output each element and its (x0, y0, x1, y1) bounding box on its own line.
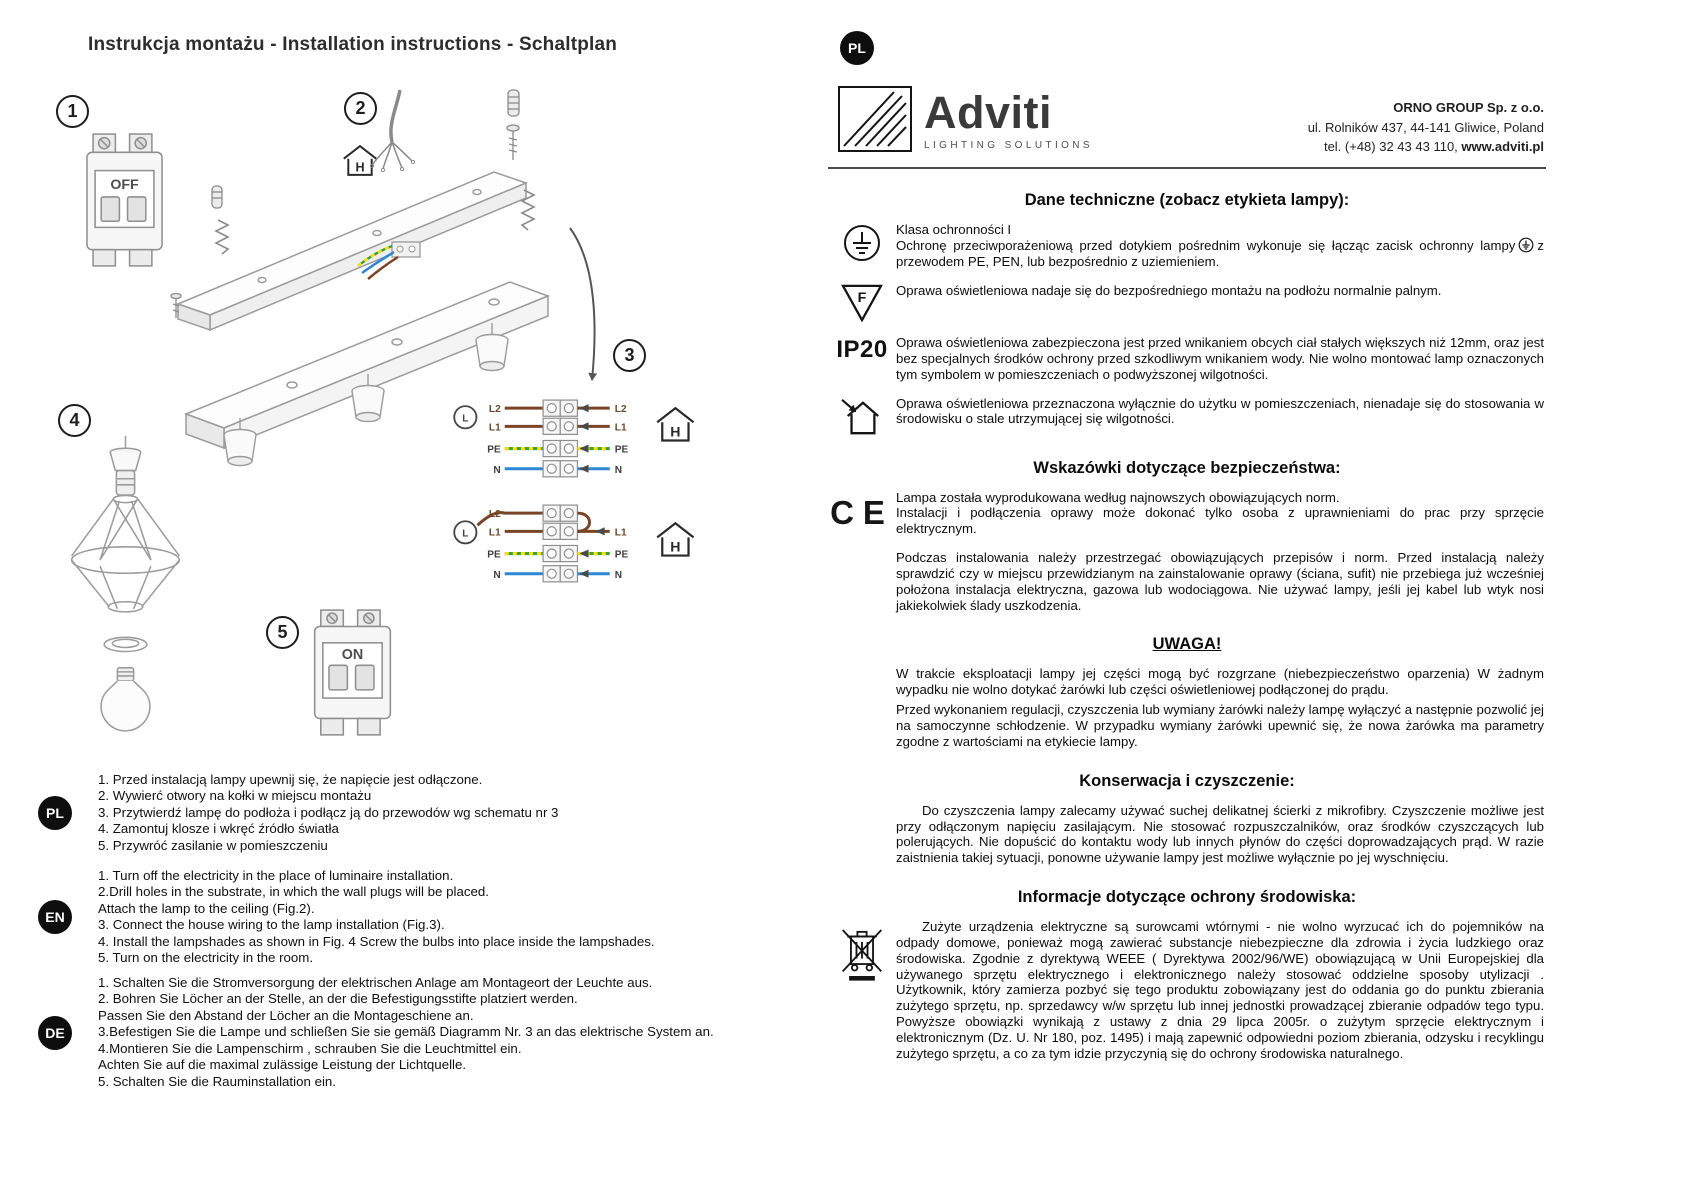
wire-label: PE (614, 549, 629, 561)
instruction-line: Achten Sie auf die maximal zulässige Leistung der Lichtquelle. (98, 1057, 467, 1073)
wire-cage-shade (72, 495, 180, 611)
wire-label: PE (487, 549, 501, 561)
brand-tagline: LIGHTING SOLUTIONS (924, 139, 1093, 151)
instruction-line: 5. Przywróć zasilanie w pomieszczeniu (98, 837, 328, 853)
header-divider (828, 167, 1546, 169)
instructions-de (38, 975, 744, 1090)
page-title: Instrukcja montażu - Installation instructions - Schaltplan (88, 34, 618, 55)
shade-ring (104, 637, 147, 651)
safety-heading: Wskazówki dotyczące bezpieczeństwa: (1033, 458, 1341, 477)
wire-label: N (493, 569, 501, 581)
tech-row-ip20 (828, 335, 1546, 383)
wiring-diagram-2 (450, 497, 718, 600)
wire-label: L1 (614, 422, 627, 434)
house-icon (657, 523, 693, 555)
company-phone: tel. (+48) 32 43 43 110, (1323, 139, 1462, 154)
wiring-diagram-1 (450, 392, 718, 495)
figure-4-label: 4 (69, 410, 80, 430)
safety-row-ce (828, 490, 1546, 538)
lamp-label: L (462, 413, 469, 425)
power-cable-icon (370, 90, 414, 172)
figure-3-number (613, 339, 646, 372)
wire-arrow (579, 422, 588, 430)
environment-heading: Informacje dotyczące ochrony środowiska: (1017, 888, 1357, 907)
wire-arrow (579, 404, 588, 412)
instruction-line: 1. Turn off the electricity in the place of luminaire installation. (98, 868, 454, 883)
figure-1-number (56, 95, 89, 128)
instruction-line: 1. Przed instalacją lampy upewnij się, że napięcie jest odłączone. (98, 772, 483, 787)
house-label: H (355, 160, 365, 175)
wire-label: L1 (488, 422, 501, 434)
instructions-pl (38, 772, 744, 854)
wire-arrow (579, 550, 588, 558)
language-badge-pl-right (840, 31, 874, 65)
cage-lampshade-illustration (42, 436, 210, 741)
house-label: H (670, 423, 681, 440)
figure-3-label: 3 (624, 345, 635, 365)
ip20-text: Oprawa oświetleniowa zabezpieczona jest przed wnikaniem obcych ciał stałych większych niż 12mm, oraz jest bez specjalnych środków ochrony przed szkodliwym wnikaniem wody. Nie wolno montować lamp oznaczonych tym symbolem w pomieszczeniach o podwyższonej wilgotności. (896, 335, 1544, 382)
wire-label: N (614, 569, 623, 581)
instruction-line: 2. Wywierć otwory na kołki w miejscu montażu (98, 788, 372, 804)
house-label: H (670, 538, 681, 555)
breaker-on-label: ON (341, 647, 364, 664)
safety-paragraph: Podczas instalowania należy przestrzegać obowiązujących przepisów i norm. Przed instalacją należy sprawdzić czy w miejscu przewidzianym na zainstalowanie oprawy (ściana, sufit) nie przebiega już wcześniej położona instalacja elektryczna, gazowa lub wodociągowa. Nie używać lampy, jeśli jej kabel lub wtyk nosi jakiekolwiek ślady uszkodzenia. (896, 550, 1544, 613)
wire-arrow (579, 570, 588, 578)
company-info (1308, 86, 1544, 157)
instruction-line: Passen Sie den Abstand der Löcher an die Montageschiene an. (98, 1007, 474, 1023)
ce-text-line: Instalacji i podłączenia oprawy może dokonać tylko osoba z uprawnieniami do prac przy sprzęcie elektrycznym. (896, 505, 1544, 537)
wire-arrow (579, 445, 588, 453)
breaker-lever-up (356, 665, 374, 690)
badge-label: PL (46, 805, 64, 822)
figure-2-label: 2 (355, 98, 366, 118)
badge-label: EN (45, 909, 65, 926)
wire-arrow (579, 465, 588, 473)
figure-1-label: 1 (67, 101, 78, 121)
brand-name: Adviti (924, 87, 1053, 138)
language-badge-de (38, 1016, 72, 1050)
wall-plug-icon (212, 186, 222, 208)
warning-paragraph-2: Przed wykonaniem regulacji, czyszczenia lub wymiany żarówki należy lampę wyłączyć a następnie pozwolić jej na samoczynne schłodzenie. W przypadku wymiany żarówki upewnić się, że nowa żarówka ma parametry zgodne z wartościami na etykiecie lampy. (896, 702, 1544, 749)
wire-label: L2 (488, 404, 501, 416)
ip20-label: IP20 (836, 336, 888, 364)
wire-label: PE (487, 444, 501, 456)
warning-heading-text: UWAGA! (1152, 635, 1222, 654)
wire-label: N (614, 464, 623, 476)
instruction-line: 2.Drill holes in the substrate, in which the wall plugs will be placed. (98, 884, 489, 900)
tech-heading: Dane techniczne (zobacz etykieta lampy): (1024, 190, 1350, 209)
maintenance-heading: Konserwacja i czyszczenie: (1079, 771, 1295, 790)
terminal-block (543, 505, 577, 582)
protection-class-text-post: z przewodem PE, PEN, lub bezpośrednio z uziemieniem. (896, 238, 1544, 270)
instruction-line: 4. Zamontuj klosze i wkręć źródło światła (98, 821, 339, 837)
tech-row-flammable-surface (828, 283, 1546, 322)
wire-l2 (477, 513, 543, 526)
figure-4-number (58, 404, 91, 437)
terminal-block (543, 400, 577, 477)
breaker-lever-down (101, 197, 119, 221)
wire-label: L2 (614, 404, 627, 416)
wire-jumper (577, 513, 589, 531)
maintenance-paragraph: Do czyszczenia lampy zalecamy używać suchej delikatnej ścierki z mikrofibry. Czyszczenie możliwe jest przy odłączonym napięciu zasilającym. Nie stosować rozpuszczalników, oraz środków czyszczących lub polerujących. Nie dopuścić do kontaktu wody lub innych płynów do części doprowadzających prąd. W razie zaistnienia takiej sytuacji, ponowne używanie lampy jest możliwe wyłącznie po jej wyschnięciu. (896, 802, 1544, 866)
breaker-off-label: OFF (110, 176, 139, 193)
wall-plug-icon (508, 90, 519, 116)
environment-row (828, 919, 1546, 1062)
company-address: ul. Rolników 437, 44-141 Gliwice, Poland (1307, 119, 1544, 135)
instruction-line: 3. Przytwierdź lampę do podłoża i podłącz ją do przewodów wg schematu nr 3 (98, 804, 559, 820)
f-label: F (857, 290, 867, 307)
info-column (828, 0, 1546, 1075)
instruction-line: 2. Bohren Sie Löcher an der Stelle, an der die Befestigungsstifte platziert werden. (98, 991, 578, 1007)
light-bulb (101, 668, 150, 731)
weee-crossed-bin-icon (839, 923, 885, 983)
protection-class-text (896, 237, 1544, 270)
wire-label: L1 (488, 527, 501, 539)
tech-row-protection-class (828, 222, 1546, 271)
mounting-screw-icon (507, 125, 519, 160)
tech-row-indoor-use (828, 396, 1546, 437)
ground-symbol-icon (1518, 237, 1534, 253)
instruction-line: 3. Connect the house wiring to the lamp installation (Fig.3). (98, 917, 445, 933)
figure-5-number (266, 616, 299, 649)
lamp-socket (116, 471, 134, 495)
house-icon (657, 408, 693, 440)
brand-header (828, 0, 1546, 157)
indoor-use-house-icon (840, 397, 884, 437)
ce-mark-icon: CE (830, 493, 894, 531)
instruction-line: 1. Schalten Sie die Stromversorgung der elektrischen Anlage am Montageort der Leuchte aus. (98, 975, 653, 990)
company-contact (1308, 137, 1544, 157)
instruction-line: 3.Befestigen Sie die Lampe und schließen Sie sie gemäß Diagramm Nr. 3 an das elektrische System an. (98, 1024, 714, 1040)
figure-5-label: 5 (277, 622, 288, 642)
instruction-line: 5. Schalten Sie die Rauminstallation ein. (98, 1073, 337, 1089)
breaker-on-illustration (298, 606, 406, 741)
wire-arrow (596, 527, 605, 535)
instruction-line: Attach the lamp to the ceiling (Fig.2). (98, 900, 315, 916)
figure-2-number (344, 92, 377, 125)
indoor-use-text: Oprawa oświetleniowa przeznaczona wyłącznie do użytku w pomieszczeniach, nienadaje się do stosowania w środowisku o stale utrzymującej się wilgotności. (896, 395, 1544, 427)
language-badge-pl (38, 796, 72, 830)
ce-text-line: Lampa została wyprodukowana według najnowszych obowiązujących norm. (896, 489, 1340, 505)
f-triangle-icon (841, 284, 883, 322)
environment-paragraph: Zużyte urządzenia elektryczne są surowcami wtórnymi - nie wolno wyrzucać ich do pojemników na odpady domowe, ponieważ mogą zawierać substancje niebezpieczne dla zdrowia i życia ludzkiego oraz środowiska. Zgodnie z dyrektywą WEEE ( Dyrektywa 2002/96/WE) obowiązującą w Unii Europejskiej dla używanego sprzętu elektrycznego i elektronicznego należy stosować oddzielne sposoby utylizacji . Użytkownik, który zamierza pozbyć się tego produktu zobowiązany jest do oddania go do punktu zbierania zużytego sprzętu, np. sprzedawcy w/w sprzętu lub innej jednostki prowadzącej zbieranie odpadów tego typu. Powyższe obowiązki wynikają z ustawy z dnia 29 lipca 2005r. o zużytym sprzęcie elektrycznym i elektronicznym (Dz. U. Nr 180, poz. 1495) i mają zapewnić odpowiedni poziom zbierania, odzysku i recyklingu zużytego sprzętu, a co za tym idzie przyczynią się do ochrony środowiska naturalnego. (896, 919, 1544, 1061)
instructions-en (38, 868, 744, 967)
weee-bar (849, 976, 875, 981)
protection-class-1-icon (842, 223, 882, 263)
language-badge-en (38, 900, 72, 934)
instruction-line: 5. Turn on the electricity in the room. (98, 950, 314, 966)
instruction-line: 4.Montieren Sie die Lampenschirm , schrauben Sie die Leuchtmittel ein. (98, 1040, 522, 1056)
wire-label: N (493, 464, 501, 476)
breaker-lever-up (329, 665, 347, 690)
company-website-link[interactable]: www.adviti.pl (1461, 139, 1544, 154)
ceiling-canopy (110, 448, 141, 470)
badge-label: PL (848, 40, 866, 56)
wire-label: L2 (488, 509, 501, 521)
badge-label: DE (45, 1024, 65, 1041)
flammable-surface-text: Oprawa oświetleniowa nadaje się do bezpośredniego montażu na podłożu normalnie palnym. (896, 283, 1442, 299)
protection-class-text-pre: Ochronę przeciwporażeniową przed dotykiem pośrednim wykonuje się łącząc zacisk ochronny lampy (896, 238, 1516, 254)
warning-paragraph-1: W trakcie eksploatacji lampy jej części mogą być rozgrzane (niebezpieczeństwo oparzenia) W żadnym wypadku nie wolno dotykać żarówki lub części oświetleniowej podłączonej do prądu. (896, 666, 1544, 698)
company-name: ORNO GROUP Sp. z o.o. (1393, 100, 1544, 115)
instruction-line: 4. Install the lampshades as shown in Fig. 4 Screw the bulbs into place inside the lampshades. (98, 933, 655, 949)
spring-icon (216, 220, 228, 254)
protection-class-line: Klasa ochronności I (896, 221, 1012, 237)
wire-label: PE (614, 444, 629, 456)
warning-heading (828, 635, 1546, 654)
wire-label: L1 (614, 527, 627, 539)
adviti-logo (838, 86, 1093, 152)
lamp-label: L (462, 528, 469, 540)
adviti-logo-mark-icon (838, 86, 912, 152)
arrow-to-wiring (570, 228, 595, 380)
